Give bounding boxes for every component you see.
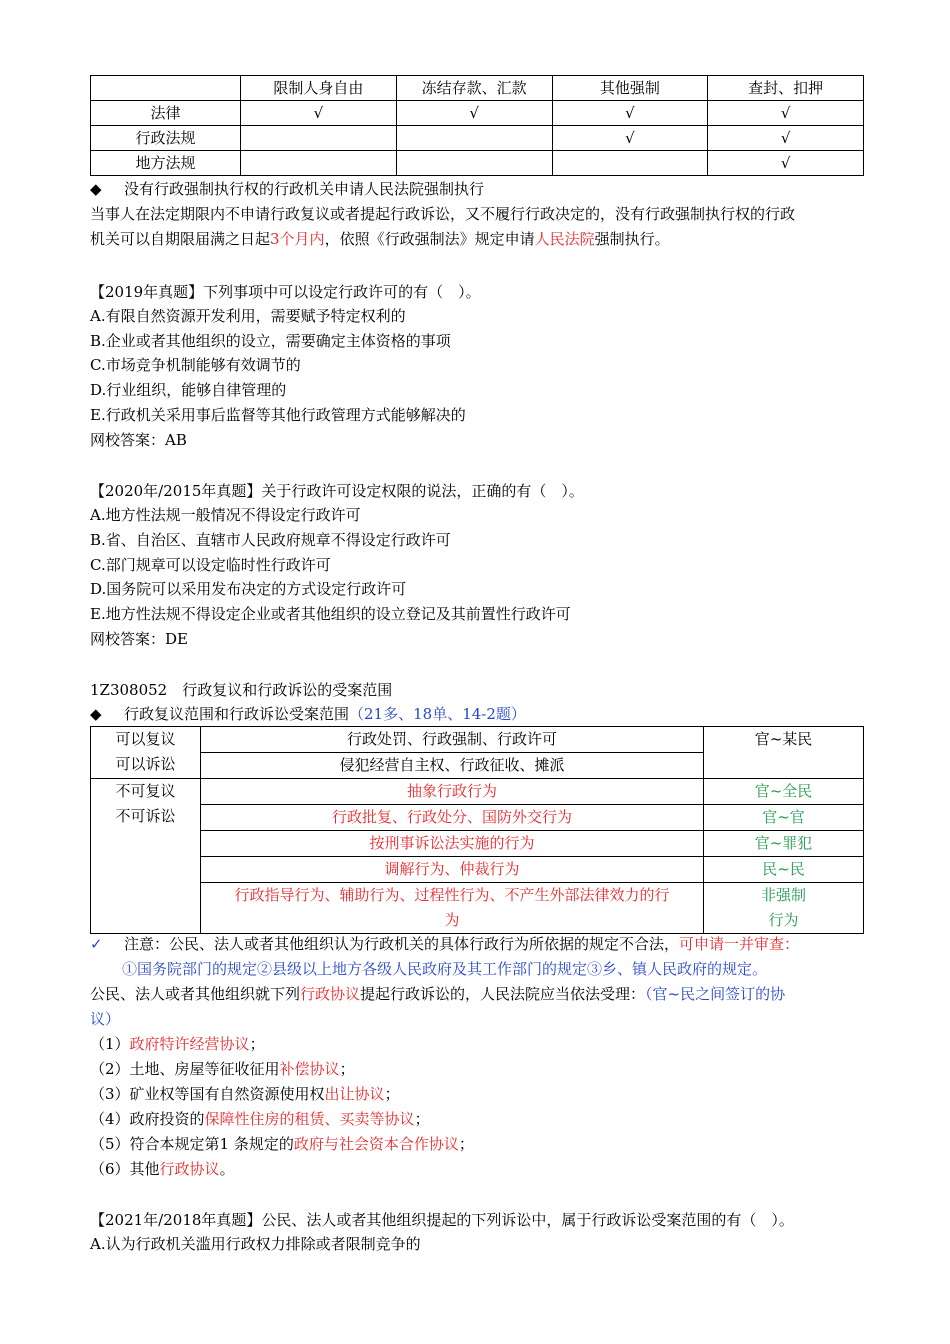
table-cell: √ bbox=[708, 101, 864, 126]
highlight-red: 补偿协议 bbox=[279, 1060, 340, 1078]
table-row bbox=[91, 831, 864, 857]
table-cell: √ bbox=[552, 126, 708, 151]
table-cell: √ bbox=[396, 101, 552, 126]
highlight-red: 行政协议 bbox=[159, 1160, 220, 1178]
section-heading bbox=[90, 177, 890, 202]
table-cell: 按刑事诉讼法实施的行为 bbox=[201, 831, 704, 857]
question-title: 【2021年/2018年真题】公民、法人或者其他组织提起的下列诉讼中，属于行政诉讼受案范围的有（ ）。 bbox=[90, 1211, 794, 1229]
section-heading bbox=[90, 702, 890, 727]
option-item: A.地方性法规一般情况不得设定行政许可 bbox=[90, 506, 361, 524]
text-run: （1） bbox=[90, 1035, 130, 1053]
table-row bbox=[91, 883, 864, 934]
option-item: E.地方性法规不得设定企业或者其他组织的设立登记及其前置性行政许可 bbox=[90, 605, 571, 623]
list-item bbox=[90, 1157, 890, 1182]
note-list: ①国务院部门的规定②县级以上地方各级人民政府及其工作部门的规定③乡、镇人民政府的规定。 bbox=[122, 960, 768, 978]
table-cell: √ bbox=[241, 101, 397, 126]
cannot-label: 不可复议 bbox=[115, 782, 176, 800]
heading-text: 行政复议范围和行政诉讼受案范围 bbox=[124, 705, 350, 723]
row-label: 法律 bbox=[91, 101, 241, 126]
table-cell bbox=[552, 151, 708, 176]
option-item: E.行政机关采用事后监督等其他行政管理方式能够解决的 bbox=[90, 406, 466, 424]
text-run: ； bbox=[414, 1110, 430, 1128]
text-run: ； bbox=[249, 1035, 265, 1053]
table-header-row bbox=[91, 76, 864, 101]
can-label: 可以复议 bbox=[115, 730, 176, 748]
cannot-label: 不可诉讼 bbox=[115, 807, 176, 825]
option-item: D.行业组织，能够自律管理的 bbox=[90, 381, 287, 399]
answer: 网校答案：AB bbox=[90, 431, 187, 449]
list-item bbox=[90, 1107, 890, 1132]
diamond-bullet-icon: ◆ bbox=[90, 180, 102, 198]
table-cell: 侵犯经营自主权、行政征收、摊派 bbox=[201, 753, 704, 779]
row-label: 行政法规 bbox=[91, 126, 241, 151]
question-title: 【2019年真题】下列事项中可以设定行政许可的有（ ）。 bbox=[90, 283, 481, 301]
text-run: 公民、法人或者其他组织就下列 bbox=[90, 985, 301, 1003]
table-row bbox=[91, 126, 864, 151]
cell-line: 为 bbox=[444, 911, 460, 929]
table-header-cell: 冻结存款、汇款 bbox=[396, 76, 552, 101]
option-item: A.认为行政机关滥用行政权力排除或者限制竞争的 bbox=[90, 1235, 421, 1253]
paragraph-line bbox=[90, 227, 890, 252]
can-right-cell: 官~某民 bbox=[704, 727, 864, 779]
highlight-red: 政府与社会资本合作协议 bbox=[293, 1135, 459, 1153]
cell-line: 行为 bbox=[768, 911, 799, 929]
text-run: （4）政府投资的 bbox=[90, 1110, 205, 1128]
table-row bbox=[91, 727, 864, 753]
table-row bbox=[91, 779, 864, 805]
text-run: ； bbox=[458, 1135, 474, 1153]
highlight-red: 行政协议 bbox=[300, 985, 361, 1003]
text-run: （5）符合本规定第1 条规定的 bbox=[90, 1135, 294, 1153]
list-item bbox=[90, 1082, 890, 1107]
table-cell: √ bbox=[708, 126, 864, 151]
table-cell bbox=[241, 126, 397, 151]
answer: 网校答案：DE bbox=[90, 630, 188, 648]
highlight-red: 3个月内 bbox=[270, 230, 325, 248]
table-cell: √ bbox=[708, 151, 864, 176]
highlight-red: 保障性住房的租赁、买卖等协议 bbox=[204, 1110, 415, 1128]
table-cell bbox=[704, 883, 864, 934]
note-highlight: 可申请一并审查： bbox=[679, 935, 800, 953]
row-label: 地方法规 bbox=[91, 151, 241, 176]
highlight-red: 人民法院 bbox=[534, 230, 595, 248]
table-header-cell: 其他强制 bbox=[552, 76, 708, 101]
text-run: ； bbox=[339, 1060, 355, 1078]
text-run: 提起行政诉讼的，人民法院应当依法受理： bbox=[360, 985, 646, 1003]
table-row bbox=[91, 805, 864, 831]
list-item bbox=[90, 1132, 890, 1157]
option-item: B.省、自治区、直辖市人民政府规章不得设定行政许可 bbox=[90, 531, 451, 549]
heading-text: 没有行政强制执行权的行政机关申请人民法院强制执行 bbox=[124, 180, 485, 198]
table-cell: √ bbox=[552, 101, 708, 126]
option-item: C.部门规章可以设定临时性行政许可 bbox=[90, 556, 331, 574]
paragraph-line: 当事人在法定期限内不申请行政复议或者提起行政诉讼，又不履行行政决定的，没有行政强制执行权的行政 bbox=[90, 205, 796, 223]
note-line bbox=[90, 932, 910, 957]
text-run: （6）其他 bbox=[90, 1160, 160, 1178]
option-item: A.有限自然资源开发利用，需要赋予特定权利的 bbox=[90, 307, 406, 325]
table-cell: 调解行为、仲裁行为 bbox=[201, 857, 704, 883]
section-code-title: 1Z308052 行政复议和行政诉讼的受案范围 bbox=[90, 681, 393, 699]
text-run: 强制执行。 bbox=[594, 230, 670, 248]
cell-line: 行政指导行为、辅助行为、过程性行为、不产生外部法律效力的行 bbox=[234, 886, 670, 904]
list-item bbox=[90, 1057, 890, 1082]
cannot-label-cell bbox=[91, 779, 201, 934]
table-cell bbox=[201, 883, 704, 934]
option-item: D.国务院可以采用发布决定的方式设定行政许可 bbox=[90, 580, 407, 598]
cell-line: 非强制 bbox=[760, 886, 806, 904]
table-cell: 行政处罚、行政强制、行政许可 bbox=[201, 727, 704, 753]
table-row bbox=[91, 857, 864, 883]
option-item: B.企业或者其他组织的设立，需要确定主体资格的事项 bbox=[90, 332, 451, 350]
highlight-red: 出让协议 bbox=[324, 1085, 385, 1103]
table-row bbox=[91, 151, 864, 176]
check-icon: ✓ bbox=[90, 935, 103, 953]
text-run: 机关可以自期限届满之日起 bbox=[90, 230, 271, 248]
diamond-bullet-icon: ◆ bbox=[90, 705, 102, 723]
paragraph-line: 议） bbox=[90, 1010, 121, 1028]
list-item bbox=[90, 1032, 890, 1057]
highlight-blue: （官~民之间签订的协 bbox=[645, 985, 786, 1003]
table-cell: 行政批复、行政处分、国防外交行为 bbox=[201, 805, 704, 831]
text-run: ，依照《行政强制法》规定申请 bbox=[324, 230, 535, 248]
can-label-cell bbox=[91, 727, 201, 779]
text-run: （3）矿业权等国有自然资源使用权 bbox=[90, 1085, 325, 1103]
table-cell: 官~官 bbox=[704, 805, 864, 831]
text-run: （2）土地、房屋等征收征用 bbox=[90, 1060, 280, 1078]
enforcement-table bbox=[90, 75, 864, 176]
table-cell: 官~罪犯 bbox=[704, 831, 864, 857]
text-run: ； bbox=[384, 1085, 400, 1103]
table-row bbox=[91, 101, 864, 126]
scope-table bbox=[90, 726, 864, 934]
heading-note: （21多、18单、14-2题） bbox=[349, 705, 526, 723]
note-text: 注意：公民、法人或者其他组织认为行政机关的具体行政行为所依据的规定不合法， bbox=[124, 935, 680, 953]
highlight-red: 政府特许经营协议 bbox=[129, 1035, 250, 1053]
table-cell: 抽象行政行为 bbox=[201, 779, 704, 805]
table-header-cell: 查封、扣押 bbox=[708, 76, 864, 101]
table-header-cell bbox=[91, 76, 241, 101]
table-cell: 民~民 bbox=[704, 857, 864, 883]
table-cell bbox=[396, 151, 552, 176]
text-run: 。 bbox=[219, 1160, 235, 1178]
paragraph-line bbox=[90, 982, 910, 1007]
can-label: 可以诉讼 bbox=[115, 755, 176, 773]
table-header-cell: 限制人身自由 bbox=[241, 76, 397, 101]
table-cell: 官~全民 bbox=[704, 779, 864, 805]
table-cell bbox=[396, 126, 552, 151]
question-title: 【2020年/2015年真题】关于行政许可设定权限的说法，正确的有（ ）。 bbox=[90, 482, 584, 500]
option-item: C.市场竞争机制能够有效调节的 bbox=[90, 356, 301, 374]
table-cell bbox=[241, 151, 397, 176]
